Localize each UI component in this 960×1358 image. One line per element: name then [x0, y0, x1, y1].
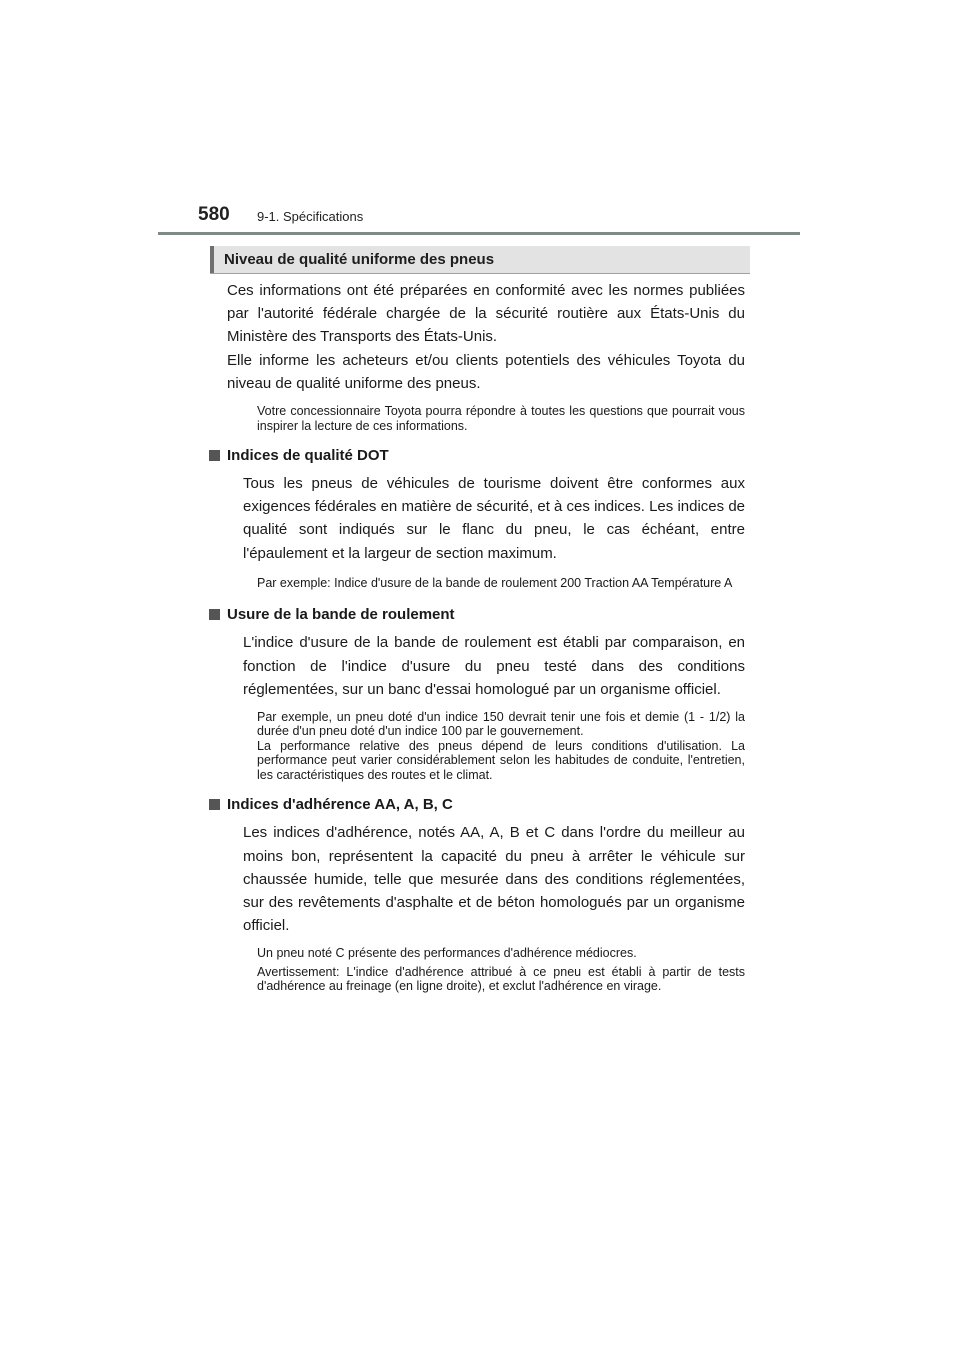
treadwear-note-1: Par exemple, un pneu doté d'un indice 150 devrait tenir une fois et demie (1 - 1/2) la durée d'un pneu doté d'un indice 100 par le gouvernement. [257, 709, 745, 739]
dot-note: Par exemple: Indice d'usure de la bande de roulement 200 Traction AA Température A [257, 575, 733, 590]
subheading-label: Indices d'adhérence AA, A, B, C [227, 796, 453, 814]
treadwear-note-2: La performance relative des pneus dépend de leurs conditions d'utilisation. La performance peut varier considérablement selon les habitudes de conduite, l'entretien, les caractéristiques des routes et le climat. [257, 738, 745, 782]
square-bullet-icon [209, 609, 220, 620]
square-bullet-icon [209, 450, 220, 461]
subheading-label: Usure de la bande de roulement [227, 606, 455, 624]
dot-paragraph: Tous les pneus de véhicules de tourisme doivent être conformes aux exigences fédérales en matière de sécurité, et à ces indices. Les indices de qualité sont indiqués sur le flanc du pneu, le cas échéant, entre l'épaulement et la largeur de section maximum. [243, 475, 745, 562]
content [227, 279, 745, 994]
intro-paragraph-2: Elle informe les acheteurs et/ou clients potentiels des véhicules Toyota du niveau de qualité uniforme des pneus. [227, 351, 745, 392]
traction-paragraph: Les indices d'adhérence, notés AA, A, B et C dans l'ordre du meilleur au moins bon, représentent la capacité du pneu à arrêter le véhicule sur chaussée humide, telle que mesurée dans des conditions réglementées, sur des revêtements d'asphalte et de béton homologués par un organisme officiel. [243, 824, 745, 935]
traction-note-2: Avertissement: L'indice d'adhérence attribué à ce pneu est établi à partir de tests d'adhérence au freinage (en ligne droite), et exclut l'adhérence en virage. [257, 964, 745, 994]
subheading-dot [209, 447, 745, 464]
chapter-title: 9-1. Spécifications [257, 209, 364, 224]
subheading-treadwear [209, 606, 745, 623]
subheading-label: Indices de qualité DOT [227, 447, 389, 465]
subheading-traction [209, 796, 745, 813]
header-rule [158, 232, 800, 235]
square-bullet-icon [209, 799, 220, 810]
page-number: 580 [198, 204, 230, 225]
treadwear-paragraph: L'indice d'usure de la bande de roulement est établi par comparaison, en fonction de l'indice d'usure du pneu testé dans des conditions réglementées, sur un banc d'essai homologué par un organisme officiel. [243, 634, 745, 698]
intro-paragraph: Ces informations ont été préparées en conformité avec les normes publiées par l'autorité fédérale chargée de la sécurité routière aux États-Unis du Ministère des Transports des États-Unis. [227, 282, 745, 346]
intro-note: Votre concessionnaire Toyota pourra répondre à toutes les questions que pourrait vous inspirer la lecture de ces informations. [257, 404, 745, 433]
section-header [210, 246, 750, 274]
traction-note-1: Un pneu noté C présente des performances d'adhérence médiocres. [257, 946, 637, 961]
section-marker [210, 246, 214, 273]
section-title: Niveau de qualité uniforme des pneus [224, 251, 495, 268]
